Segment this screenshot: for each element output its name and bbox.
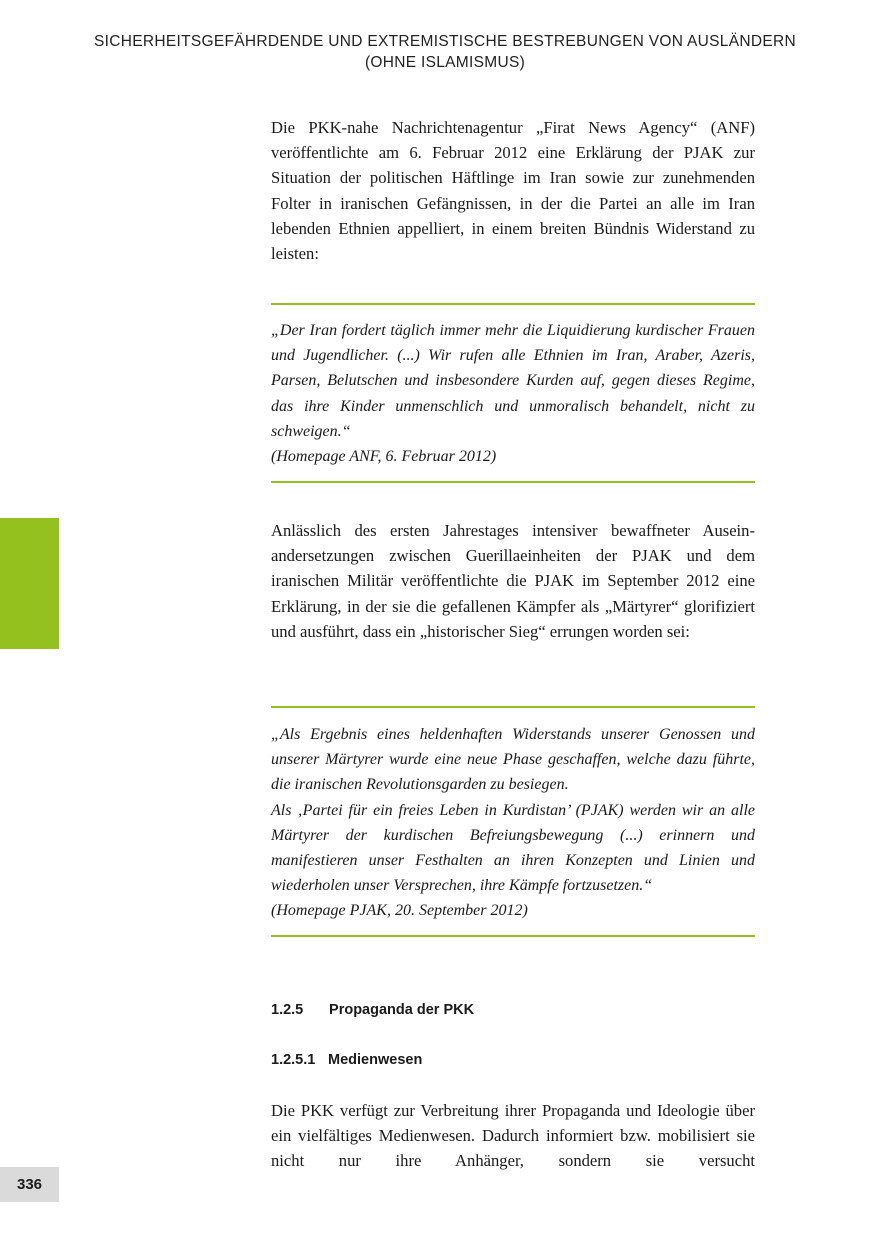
running-header (60, 31, 830, 73)
paragraph-3-container (271, 1098, 755, 1174)
quote-2-text-2: Als ‚Partei für ein freies Leben in Kurdistan’ (PJAK) werden wir an alle Märtyrer der kurdischen Befreiungsbewegung (...) erinnern und manifestieren unser Festhalten an ihren Konzepten und Linien und wiederholen unser Versprechen, ihre Kämpfe fortzusetzen.“ (271, 801, 755, 895)
paragraph-1-container (271, 115, 755, 266)
page-number: 336 (0, 1167, 59, 1202)
paragraph-2-container (271, 518, 755, 644)
subsection-heading-number: 1.2.5.1 (271, 1052, 316, 1068)
subsection-heading (271, 1050, 422, 1070)
quote-1-text: „Der Iran fordert täglich immer mehr die Liquidierung kurdischer Frauen und Jugendlicher. (...) Wir rufen alle Ethnien im Iran, Araber, Azeris, Parsen, Belutschen und insbesondere Kurden auf, gegen dieses Regime, das ihre Kinder unmenschlich und unmoralisch behandelt, nicht zu schweigen.“ (271, 322, 755, 440)
quote-1-source: (Homepage ANF, 6. Februar 2012) (271, 448, 497, 466)
running-header-line-1: SICHERHEITSGEFÄHRDENDE UND EXTREMISTISCHE BESTREBUNGEN VON AUSLÄNDERN (94, 33, 796, 50)
running-header-line-2: (OHNE ISLAMISMUS) (364, 54, 526, 71)
chapter-side-tab (0, 518, 59, 649)
section-heading (271, 1000, 474, 1020)
quote-box-2 (271, 706, 755, 937)
paragraph-3: Die PKK verfügt zur Verbreitung ihrer Propaganda und Ideologie über ein vielfältiges Medienwesen. Dadurch informiert bzw. mobilisiert sie nicht nur ihre Anhänger, sondern sie versucht (271, 1101, 755, 1171)
section-heading-number: 1.2.5 (271, 1002, 304, 1018)
subsection-heading-title: Medienwesen (328, 1052, 423, 1068)
section-heading-title: Propaganda der PKK (329, 1002, 475, 1018)
paragraph-2: Anlässlich des ersten Jahrestages intensiver bewaffneter Auseinandersetzungen zwischen Guerillaeinheiten der PJAK und dem iranischen Militär veröffentlichte die PJAK im September 2012 eine Erklärung, in der sie die gefallenen Kämpfer als „Märtyrer“ glorifiziert und ausführt, dass ein „historischer Sieg“ errungen worden sei: (271, 521, 755, 641)
quote-box-1 (271, 303, 755, 483)
quote-2-text-1: „Als Ergebnis eines heldenhaften Widerstands unserer Genossen und unserer Märtyrer wurde eine neue Phase geschaffen, welche dazu führte, die iranischen Revolutionsgarden zu besiegen. (271, 726, 755, 794)
paragraph-1: Die PKK-nahe Nachrichtenagentur „Firat News Agency“ (ANF) veröffentlichte am 6. Februar 2012 eine Erklärung der PJAK zur Situation der politischen Häftlinge im Iran sowie zur zunehmenden Folter in iranischen Gefängnissen, in der die Partei an alle im Iran lebenden Ethnien appelliert, in einem breiten Bündnis Widerstand zu leisten: (271, 118, 755, 264)
quote-2-source: (Homepage PJAK, 20. September 2012) (271, 902, 528, 920)
